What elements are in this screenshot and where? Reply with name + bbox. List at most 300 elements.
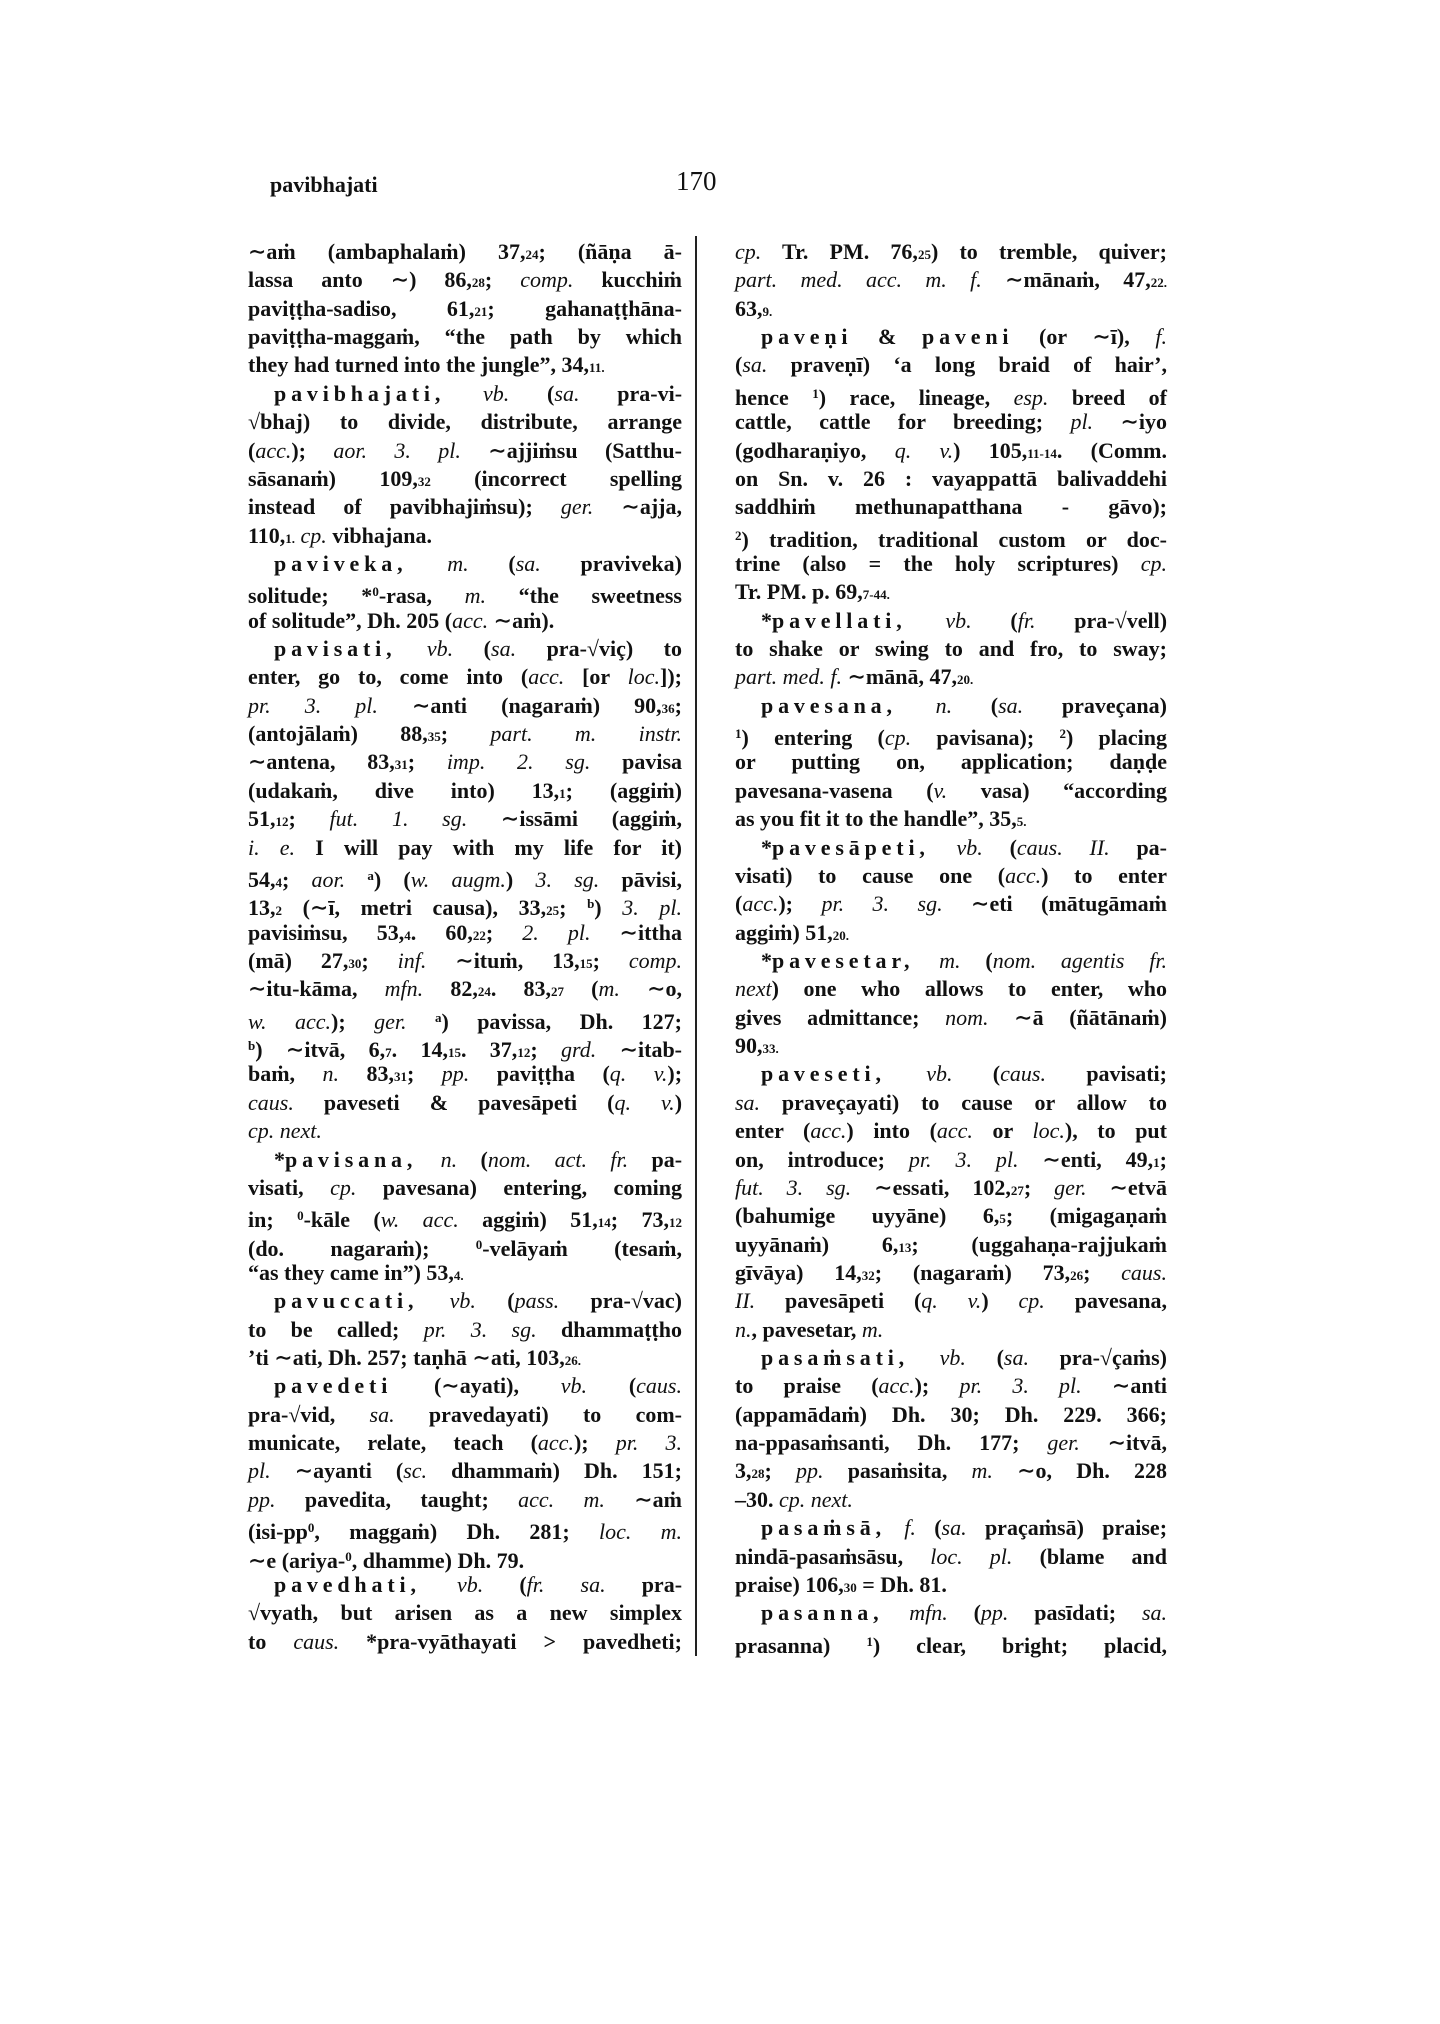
line-ref: 25 (917, 247, 931, 262)
text-line (735, 919, 1167, 947)
italic-abbrev: nom. act. fr. (487, 1146, 629, 1172)
text: (bahumige uyyāne) 6, (735, 1203, 1000, 1229)
text: on, introduce; (735, 1146, 909, 1172)
text-line (248, 1202, 683, 1233)
line-ref: 1 (1153, 1154, 1160, 1170)
superscript: 0 (345, 1548, 352, 1564)
text-line (248, 834, 682, 862)
italic-abbrev: q. v. (609, 1061, 668, 1087)
text (396, 636, 427, 661)
italic-abbrev: ger. (1054, 1174, 1087, 1200)
text: ) ∼itvā, 6, (255, 1037, 386, 1063)
text-line (248, 748, 682, 776)
text-line (248, 1599, 682, 1627)
headword: paviveka, (274, 550, 408, 576)
headword: pavedhati, (274, 1571, 421, 1597)
text-line (248, 1344, 682, 1372)
italic-abbrev: sa. (515, 550, 541, 576)
dictionary-entry (735, 323, 1167, 607)
line-ref: 36 (661, 700, 675, 716)
text: ; (1023, 1174, 1055, 1200)
text: ; (uggahaṇa-rajjukaṁ (911, 1231, 1167, 1257)
headword: pavesetar, (772, 947, 915, 973)
text: * (761, 607, 772, 633)
text-line (735, 1486, 1167, 1514)
text: pasīdati; (1008, 1600, 1142, 1626)
text-line (735, 777, 1167, 805)
text-line (248, 1429, 682, 1457)
text: ∼ā (ñātānaṁ) (988, 1004, 1167, 1030)
text: na-ppasaṁsanti, Dh. 177; (735, 1430, 1048, 1456)
text: , maggaṁ) Dh. 281; (314, 1519, 599, 1545)
line-ref: 22. (1150, 275, 1167, 291)
text: ∼essati, 102, (851, 1174, 1011, 1200)
dictionary-entry (248, 238, 682, 380)
italic-abbrev: vb. (926, 1061, 953, 1087)
text (914, 948, 939, 973)
text: praviveka) (540, 550, 682, 576)
italic-abbrev: part. med. f. (735, 664, 842, 690)
text: ) pavissa, Dh. 127; (441, 1008, 682, 1034)
italic-abbrev: nom. (945, 1004, 989, 1030)
text: ) (981, 1288, 1019, 1314)
italic-abbrev: vb. (482, 380, 510, 406)
text: uyyānaṁ) 6, (735, 1231, 899, 1257)
text: ; (407, 749, 447, 775)
text (897, 693, 936, 718)
text: ( (952, 692, 999, 718)
text-line (735, 1146, 1167, 1174)
italic-abbrev: vb. (945, 607, 972, 633)
italic-abbrev: f. (1155, 324, 1167, 350)
text: ( (952, 1061, 1001, 1087)
text-line (248, 578, 682, 609)
italic-abbrev: w. augm. (410, 866, 506, 892)
line-ref: 20. (832, 927, 850, 943)
text: sāsanaṁ) 109, (248, 465, 418, 491)
text: pasaṁsita, (823, 1458, 972, 1484)
text-line (735, 1457, 1167, 1485)
text: praçaṁsā) praise; (966, 1515, 1168, 1541)
text: , dhamme) Dh. 79. (351, 1547, 525, 1573)
text-line (735, 1231, 1167, 1259)
text: pra-√vell) (1035, 607, 1168, 633)
text: ; (674, 692, 682, 718)
text (421, 1572, 457, 1597)
text: ; (559, 895, 588, 921)
text-line (248, 805, 682, 833)
text: ( (457, 1146, 488, 1172)
text-line (735, 1202, 1167, 1230)
text-line (735, 408, 1167, 436)
text-line (248, 1174, 682, 1202)
text: ) (674, 1089, 683, 1115)
text: ( (982, 834, 1017, 860)
text: . 83, (490, 976, 552, 1002)
text: pavesana-vasena ( (735, 777, 934, 803)
italic-abbrev: pp. (980, 1600, 1009, 1626)
text: ; (407, 1061, 442, 1087)
italic-abbrev: cp. (1018, 1288, 1045, 1314)
text-line (248, 1486, 682, 1514)
text: . (Comm. (1056, 437, 1167, 463)
text-line (248, 437, 682, 465)
line-ref: 15 (579, 955, 593, 971)
line-ref: 14 (597, 1215, 611, 1231)
text: ; (1159, 1146, 1167, 1172)
dictionary-entry (248, 1287, 682, 1372)
text: 110, (248, 522, 286, 548)
italic-abbrev: mfn. (384, 976, 424, 1002)
text: ∼antena, 83, (248, 749, 395, 775)
text-line (735, 692, 1167, 720)
text: ; (485, 919, 523, 945)
italic-abbrev: pp. (441, 1061, 470, 1087)
dictionary-entry (248, 635, 682, 1145)
text: 51, (248, 806, 276, 832)
superscript: b (587, 896, 595, 912)
text: ) ( (373, 866, 411, 892)
italic-abbrev: acc. (255, 437, 292, 463)
text: praveṇī) ‘a long braid of hair’, (767, 352, 1167, 378)
italic-abbrev: sa. (735, 1089, 761, 1115)
text: (godharaṇiyo, (735, 437, 895, 463)
text: ; (migagaṇaṁ (1005, 1203, 1167, 1229)
text: (∼ī, metri causa), 33, (282, 895, 547, 921)
text-line (248, 862, 682, 890)
text: pāvisi, (599, 866, 682, 892)
text: 3, (735, 1458, 752, 1484)
text-line (248, 1571, 682, 1599)
line-ref: 24 (525, 247, 539, 262)
text: of solitude”, Dh. 205 ( (248, 607, 453, 633)
italic-abbrev: 3. pl. (622, 895, 683, 921)
text: 90, (735, 1033, 763, 1059)
italic-abbrev: esp. (1013, 384, 1049, 410)
text: in; (248, 1207, 298, 1233)
text: ( (453, 636, 492, 662)
page-number: 170 (676, 166, 717, 196)
dictionary-entry (248, 1571, 682, 1656)
italic-abbrev: loc. pl. (930, 1543, 1013, 1569)
text: pa- (1109, 834, 1168, 860)
text: enter ( (735, 1118, 811, 1144)
text-line (735, 720, 1167, 751)
text-line (735, 351, 1167, 379)
line-ref: 33. (762, 1041, 779, 1057)
dictionary-entry (248, 1372, 682, 1571)
text-line (248, 493, 682, 521)
text: ( (509, 380, 555, 406)
italic-abbrev: sa. (941, 1515, 967, 1541)
line-ref: 27 (551, 984, 565, 1000)
text: ; (288, 806, 330, 832)
text-line (248, 408, 682, 436)
italic-abbrev: pr. 3. (615, 1430, 683, 1456)
text: * (761, 834, 772, 860)
text-line (735, 380, 1167, 408)
line-ref: 24 (477, 984, 491, 1000)
text: = Dh. 81. (856, 1571, 947, 1597)
text: ∼ajjiṁsu (Satthu- (460, 437, 682, 463)
line-ref: 22 (472, 927, 486, 943)
line-ref: 1. (285, 530, 296, 546)
text: ( (475, 1288, 515, 1314)
text: ∼itvā, (1079, 1430, 1167, 1456)
text-line (735, 1543, 1167, 1571)
text-line (248, 663, 682, 691)
italic-abbrev: nom. agentis fr. (992, 947, 1168, 973)
text (930, 835, 957, 860)
text-line (735, 1032, 1167, 1060)
text-line (248, 1514, 682, 1545)
text: trine (also = the holy scriptures) (735, 550, 1141, 576)
line-ref: 4. (453, 1267, 464, 1283)
italic-abbrev: part. med. acc. m. f. (735, 267, 982, 293)
italic-abbrev: vb. (560, 1373, 588, 1399)
text: (or ∼ī), (1013, 324, 1156, 350)
italic-abbrev: vb. (456, 1571, 484, 1597)
line-ref: 12 (275, 814, 289, 830)
line-ref: 25 (546, 903, 560, 919)
text-line (248, 1543, 682, 1571)
text: pavesana, (1044, 1288, 1168, 1314)
text: ); (291, 437, 334, 463)
text-line (735, 1174, 1167, 1202)
headword: pavisati, (274, 636, 397, 662)
italic-abbrev: m. (971, 1458, 993, 1484)
text: ); (331, 1008, 375, 1034)
text-line (735, 834, 1167, 862)
text: dhammaṭṭho (536, 1316, 682, 1342)
text: ( (587, 1373, 637, 1399)
line-ref: 21 (474, 303, 488, 319)
headword: pasaṁsā, (761, 1515, 886, 1541)
superscript: 2 (735, 527, 742, 543)
headword: paveṇi (761, 324, 853, 350)
headword: paveni (922, 324, 1014, 350)
superscript: 0 (475, 1236, 483, 1252)
superscript: a (367, 867, 374, 883)
text-line (248, 522, 682, 550)
text-line (735, 1060, 1167, 1088)
text: ; (nagaraṁ) 73, (874, 1259, 1071, 1285)
line-ref: 28 (471, 275, 485, 291)
line-ref: 11. (589, 360, 605, 376)
text: ; (764, 1458, 797, 1484)
text: ∼aṁ (ambaphalaṁ) 37, (248, 239, 526, 264)
text-line (248, 1287, 682, 1315)
text: ); (667, 1061, 683, 1087)
text: ; (282, 866, 312, 892)
italic-abbrev: caus. (248, 1089, 294, 1115)
text (886, 1515, 904, 1540)
text-line (735, 522, 1167, 550)
line-ref: 11-14 (1027, 445, 1057, 461)
italic-abbrev: acc. (1005, 862, 1042, 888)
italic-abbrev: sa. (554, 380, 580, 406)
text-line (735, 947, 1167, 975)
italic-abbrev: f. (904, 1515, 916, 1541)
text: ∼aṁ (604, 1486, 683, 1512)
text-line (735, 1571, 1167, 1599)
text: aggiṁ) 51, (735, 919, 833, 945)
italic-abbrev: pr. 3. sg. (423, 1316, 537, 1342)
italic-abbrev: cp. (300, 522, 327, 548)
superscript: 1 (735, 726, 742, 742)
text: (do. nagaraṁ); (248, 1235, 476, 1261)
dictionary-entry (248, 1146, 682, 1288)
italic-abbrev: n. (440, 1146, 458, 1172)
text: pra-√viç) to (516, 636, 682, 662)
dictionary-entry (735, 1344, 1167, 1514)
italic-abbrev: acc. (452, 607, 489, 633)
italic-abbrev: 3. sg. (535, 866, 600, 892)
text: ) into ( (846, 1118, 937, 1144)
text-line (735, 1628, 1167, 1656)
italic-abbrev: II. (735, 1288, 756, 1314)
text: . 60, (410, 919, 473, 945)
text: pavesana) entering, coming (356, 1174, 682, 1200)
italic-abbrev: acc. (528, 664, 565, 690)
text-line (248, 1316, 682, 1344)
text: ∼iyo (1093, 409, 1168, 435)
text (909, 1345, 940, 1370)
text-line (248, 635, 682, 663)
text: as you fit it to the handle”, 35, (735, 806, 1017, 832)
italic-abbrev: pr. 3. pl. (908, 1146, 1019, 1172)
text: ]); (660, 664, 682, 690)
text: ; (530, 1037, 561, 1063)
line-ref: 31 (394, 1069, 407, 1085)
text (417, 1147, 440, 1172)
italic-abbrev: acc. (936, 1118, 973, 1144)
text: ∼ajja, (593, 494, 683, 520)
text-line (248, 720, 682, 748)
text: paviṭṭha-maggaṁ, “the path by which (248, 324, 682, 350)
italic-abbrev: ger. (560, 494, 594, 520)
italic-abbrev: sa. (1141, 1600, 1167, 1626)
line-ref: 31 (394, 757, 408, 773)
text-line (248, 692, 682, 720)
italic-abbrev: loc. m. (598, 1519, 682, 1545)
text (407, 551, 447, 576)
line-ref: 4 (404, 927, 411, 943)
text-line (735, 465, 1167, 493)
text: pra-√vac) (559, 1288, 682, 1314)
italic-abbrev: acc. (810, 1118, 847, 1144)
italic-abbrev: acc. (742, 891, 779, 917)
text: ) to tremble, quiver; (930, 239, 1167, 264)
text: ; (440, 721, 491, 747)
italic-abbrev: caus. (293, 1628, 340, 1654)
text: [or (564, 664, 628, 690)
text: ) one who allows to enter, who (771, 976, 1167, 1002)
text: 83, (339, 1061, 394, 1087)
italic-abbrev: q. v. (921, 1288, 982, 1314)
superscript: 1 (866, 1633, 873, 1649)
text: ( (735, 352, 743, 378)
text: ); (573, 1430, 616, 1456)
text: breed of (1048, 384, 1167, 410)
text-line (735, 1372, 1167, 1400)
italic-abbrev: pl. (1070, 409, 1094, 435)
superscript: 0 (307, 1520, 315, 1536)
headword: pasaṁsati, (761, 1345, 910, 1371)
text: on Sn. v. 26 : vayappattā balivaddehi (735, 465, 1167, 491)
text-line (735, 295, 1167, 323)
text: ; (361, 947, 398, 973)
text: ; (592, 947, 629, 973)
text: -kāle ( (303, 1207, 381, 1233)
italic-abbrev: pr. 3. pl. (248, 692, 378, 718)
text: ) placing (1065, 725, 1167, 751)
text: ( (947, 1600, 981, 1626)
text-line (248, 1146, 682, 1174)
text: pavisati; (1045, 1061, 1167, 1087)
dictionary-entry (735, 607, 1167, 692)
text: Tr. PM. 76, (761, 239, 918, 264)
text: * (761, 947, 772, 973)
italic-abbrev: m. (939, 947, 961, 973)
text-line (735, 1117, 1167, 1145)
italic-abbrev: q. v. (894, 437, 954, 463)
italic-abbrev: caus. (1000, 1061, 1046, 1087)
italic-abbrev: n. (935, 692, 953, 718)
italic-abbrev: cp. (735, 239, 762, 264)
headword: pavellati, (772, 607, 907, 633)
text (418, 1288, 449, 1313)
text-line (248, 351, 682, 379)
text: . 14, (391, 1037, 448, 1063)
text-line (248, 266, 682, 294)
italic-abbrev: comp. (520, 267, 574, 293)
text: paviṭṭha ( (469, 1061, 610, 1087)
text: ∼mānā, 47, (841, 664, 957, 690)
text-line (735, 1316, 1167, 1344)
text: ∼o, Dh. 228 (992, 1458, 1168, 1484)
text-line (248, 1032, 683, 1063)
italic-abbrev: pp. (796, 1458, 824, 1484)
text: . 37, (460, 1037, 518, 1063)
italic-abbrev: caus. II. (1016, 834, 1110, 860)
text-line (248, 607, 682, 635)
italic-abbrev: cp. (1140, 550, 1167, 576)
text: ) (505, 866, 536, 892)
text: –30. (735, 1486, 779, 1512)
text (345, 867, 367, 892)
italic-abbrev: 2. pl. (522, 919, 591, 945)
text-line (248, 465, 682, 493)
text-line (735, 493, 1167, 521)
text-line (735, 862, 1167, 890)
headword: pavedeti (274, 1373, 393, 1399)
text: -rasa, (378, 583, 465, 609)
text: pavisa (590, 749, 683, 775)
italic-abbrev: sa. (369, 1401, 395, 1427)
text: visati) to cause one ( (735, 862, 1006, 888)
line-ref: 27 (1010, 1182, 1024, 1198)
text-line (735, 266, 1167, 294)
line-ref: 7-44. (862, 587, 890, 603)
text: (incorrect spelling (430, 465, 683, 491)
italic-abbrev: sa. (998, 692, 1024, 718)
headword: pasanna, (761, 1600, 884, 1626)
text: ; gahanaṭṭhāna- (487, 295, 682, 321)
dictionary-entry (735, 1514, 1167, 1599)
italic-abbrev: sa. (742, 352, 768, 378)
text-line (735, 238, 1167, 266)
